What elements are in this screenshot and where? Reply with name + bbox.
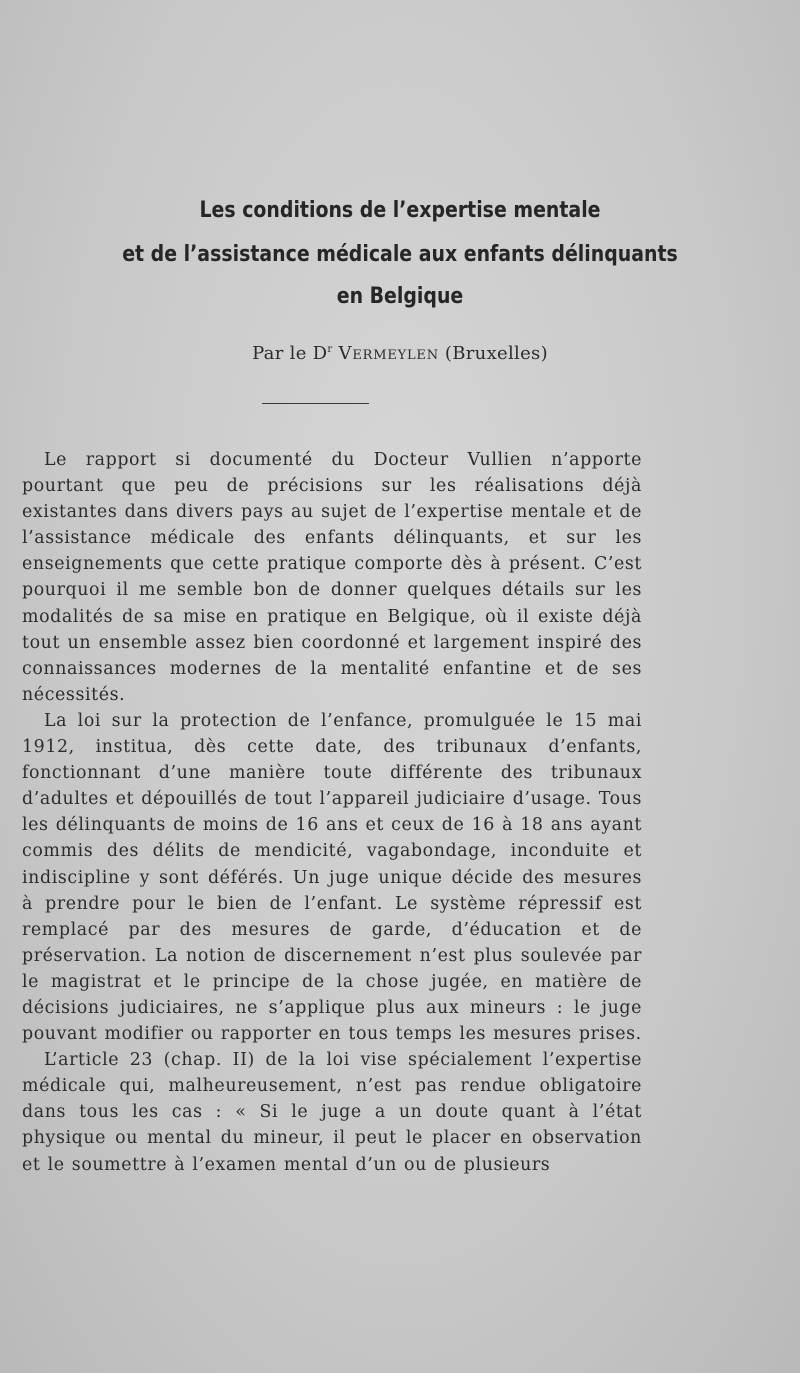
title-line-3: en Belgique [336, 284, 464, 309]
separator-rule [262, 403, 369, 404]
body-text [22, 447, 642, 1178]
byline-prefix: Par le D [252, 343, 328, 364]
paragraph: La loi sur la protection de l’enfance, promulguée le 15 mai 1912, institua, dès cette date, des tribunaux d’enfants, fonctionnant d’une manière toute différente des tribunaux d’adultes et dépouillés de tout l’appareil judiciaire d’usage. Tous les délinquants de moins de 16 ans et ceux de 16 à 18 ans ayant commis des délits de mendicité, vagabondage, inconduite et indiscipline y sont déférés. Un juge unique décide des mesures à prendre pour le bien de l’enfant. Le système répressif est remplacé par des mesures de garde, d’éducation et de préservation. La notion de discernement n’est plus soulevée par le magistrat et le principe de la chose jugée, en matière de décisions judiciaires, ne s’applique plus aux mineurs : le juge pouvant modifier ou rapporter en tous temps les mesures prises. [22, 710, 642, 1045]
byline-superscript: r [327, 344, 333, 355]
author-name: Vermeylen [338, 343, 439, 364]
paragraph: Le rapport si documenté du Docteur Vullien n’apporte pourtant que peu de précisions sur les réalisations déjà existantes dans divers pays au sujet de l’expertise mentale et de l’assistance médicale des enfants délinquants, et sur les enseignements que cette pratique comporte dès à présent. C’est pourquoi il me semble bon de donner quelques détails sur les modalités de sa mise en pratique en Belgique, où il existe déjà tout un ensemble assez bien coordonné et largement inspiré des connaissances modernes de la mentalité enfantine et de ses nécessités. [22, 450, 642, 705]
title-line-1: Les conditions de l’expertise mentale [199, 198, 601, 223]
author-place: (Bruxelles) [444, 343, 548, 364]
author-byline [0, 343, 800, 364]
paragraph: L’article 23 (chap. II) de la loi vise spécialement l’expertise médicale qui, malheureusement, n’est pas rendue obligatoire dans tous les cas : « Si le juge a un doute quant à l’état physique ou mental du mineur, il peut le placer en observation et le soumettre à l’examen mental d’un ou de plusieurs [22, 1050, 642, 1175]
title-line-2: et de l’assistance médicale aux enfants délinquants [122, 242, 678, 267]
